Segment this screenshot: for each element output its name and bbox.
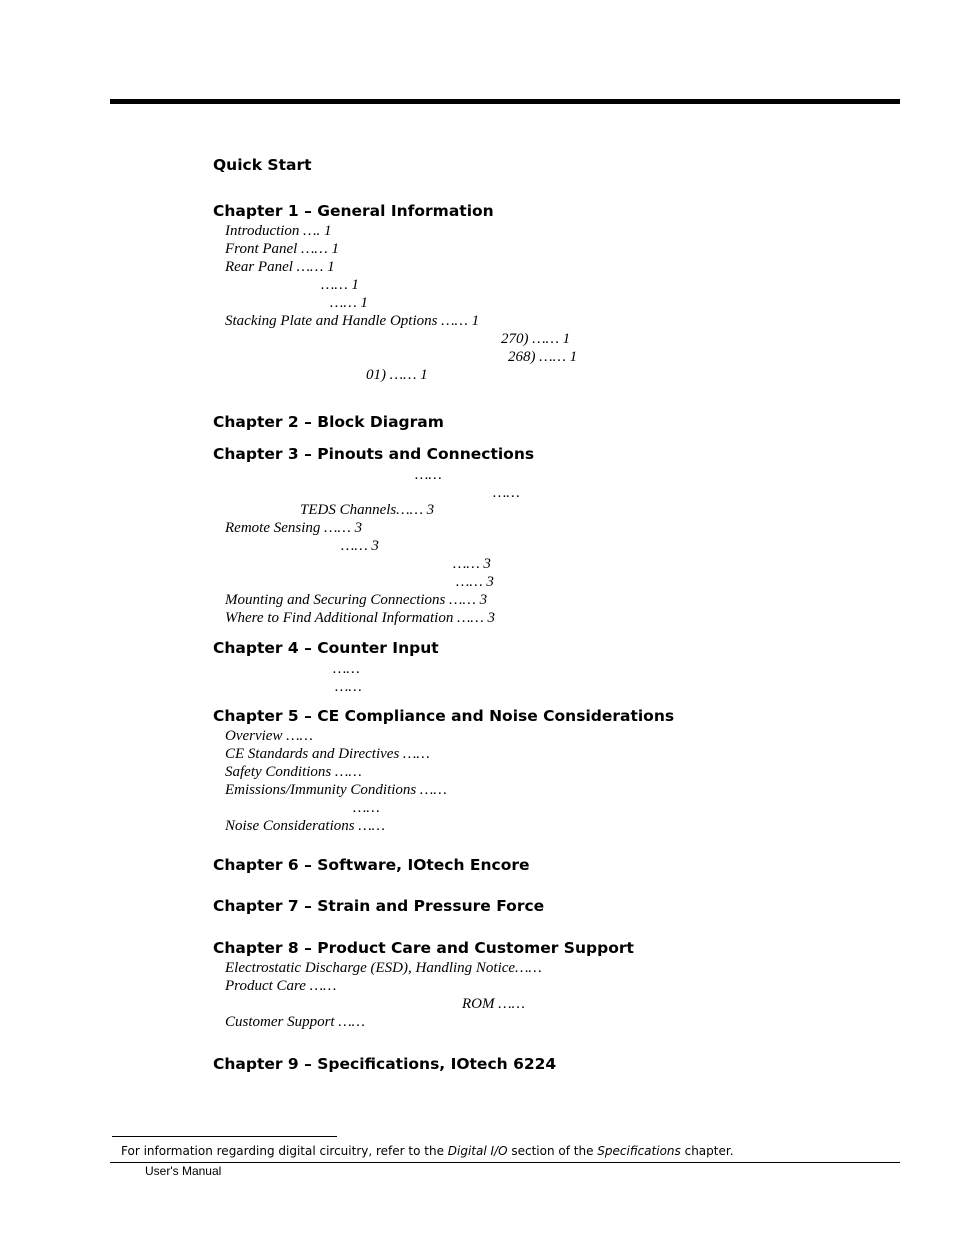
- toc-entry[interactable]: TEDS Channels…… 3: [300, 502, 435, 518]
- toc-entry[interactable]: Product Care ……: [225, 978, 337, 994]
- toc-heading-chapter-2[interactable]: Chapter 2 – Block Diagram: [213, 413, 444, 431]
- toc-heading-chapter-7[interactable]: Chapter 7 – Strain and Pressure Force: [213, 897, 545, 915]
- toc-entry[interactable]: Overview ……: [225, 728, 313, 744]
- footnote: [121, 1144, 734, 1158]
- toc-entry[interactable]: ……: [353, 800, 380, 816]
- toc-entry[interactable]: 268) …… 1: [508, 349, 578, 365]
- toc-entry[interactable]: 01) …… 1: [366, 367, 428, 383]
- footnote-text: For information regarding digital circuitry, refer to the: [121, 1144, 448, 1158]
- footnote-rule: [112, 1136, 337, 1137]
- toc-entry[interactable]: …… 1: [330, 295, 368, 311]
- toc-entry[interactable]: Electrostatic Discharge (ESD), Handling Notice……: [225, 960, 542, 976]
- toc-heading-chapter-8[interactable]: Chapter 8 – Product Care and Customer Support: [213, 939, 634, 957]
- toc-entry[interactable]: ……: [493, 485, 520, 501]
- footnote-emphasis: Specifications: [597, 1144, 681, 1158]
- toc-heading-quick-start[interactable]: Quick Start: [213, 156, 312, 174]
- toc-heading-chapter-5[interactable]: Chapter 5 – CE Compliance and Noise Considerations: [213, 707, 675, 725]
- toc-entry[interactable]: Where to Find Additional Information …… 3: [225, 610, 495, 626]
- toc-entry[interactable]: ……: [415, 467, 442, 483]
- footnote-text: chapter.: [680, 1144, 734, 1158]
- toc-entry[interactable]: Introduction …. 1: [225, 223, 332, 239]
- toc-entry[interactable]: …… 3: [456, 574, 494, 590]
- toc-heading-chapter-3[interactable]: Chapter 3 – Pinouts and Connections: [213, 445, 535, 463]
- header-rule: [110, 99, 900, 104]
- footnote-text: section of the: [507, 1144, 598, 1158]
- toc-entry[interactable]: Rear Panel …… 1: [225, 259, 335, 275]
- toc-entry[interactable]: Emissions/Immunity Conditions ……: [225, 782, 447, 798]
- toc-entry[interactable]: Customer Support ……: [225, 1014, 366, 1030]
- toc-entry[interactable]: Mounting and Securing Connections …… 3: [225, 592, 488, 608]
- toc-entry[interactable]: …… 3: [341, 538, 379, 554]
- toc-entry[interactable]: …… 1: [321, 277, 359, 293]
- toc-entry[interactable]: CE Standards and Directives ……: [225, 746, 430, 762]
- toc-entry[interactable]: Noise Considerations ……: [225, 818, 386, 834]
- toc-entry[interactable]: ROM ……: [462, 996, 525, 1012]
- toc-heading-chapter-9[interactable]: Chapter 9 – Specifications, IOtech 6224: [213, 1055, 557, 1073]
- toc-entry[interactable]: Stacking Plate and Handle Options …… 1: [225, 313, 480, 329]
- toc-heading-chapter-4[interactable]: Chapter 4 – Counter Input: [213, 639, 439, 657]
- footer-text: User's Manual: [145, 1164, 222, 1178]
- toc-entry[interactable]: …… 3: [453, 556, 491, 572]
- toc-heading-chapter-1[interactable]: Chapter 1 – General Information: [213, 202, 494, 220]
- toc-entry[interactable]: ……: [335, 679, 362, 695]
- toc-entry[interactable]: Safety Conditions ……: [225, 764, 362, 780]
- footnote-emphasis: Digital I/O: [447, 1144, 508, 1158]
- toc-entry[interactable]: 270) …… 1: [501, 331, 571, 347]
- toc-entry[interactable]: Remote Sensing …… 3: [225, 520, 363, 536]
- toc-entry[interactable]: ……: [333, 661, 360, 677]
- toc-heading-chapter-6[interactable]: Chapter 6 – Software, IOtech Encore: [213, 856, 530, 874]
- footer-rule: [110, 1162, 900, 1163]
- toc-entry[interactable]: Front Panel …… 1: [225, 241, 340, 257]
